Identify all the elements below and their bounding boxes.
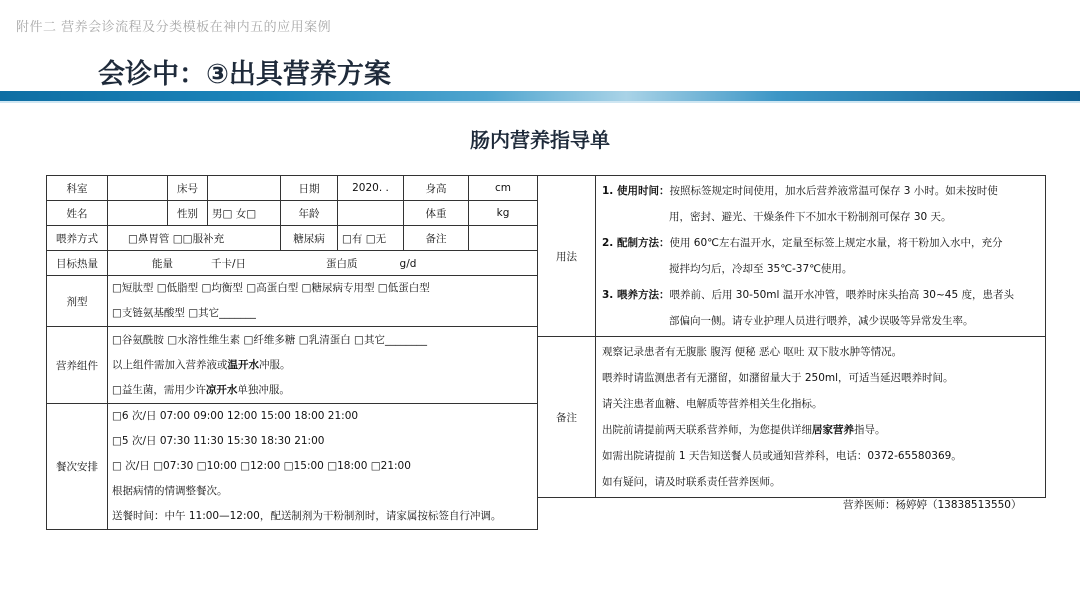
energy-label: 能量	[152, 257, 173, 270]
component-line-1: □谷氨酰胺 □水溶性维生素 □纤维多糖 □乳清蛋白 □其它________	[112, 333, 427, 346]
diabetes-label: 糖尿病	[281, 226, 338, 251]
meal-schedule	[108, 404, 538, 530]
note-line-2: 喂养时请监测患者有无潴留，如潴留量大于 250ml，可适当延迟喂养时间。	[602, 372, 954, 384]
protein-label: 蛋白质	[326, 257, 358, 270]
note-line-6: 如有疑问，请及时联系责任营养医师。	[602, 476, 781, 488]
meal-label: 餐次安排	[47, 404, 108, 530]
usage-line-5: 3. 喂养方法：喂养前、后用 30-50ml 温开水冲管，喂养时床头抬高 30~45 度，患者头	[602, 289, 1014, 301]
usage-line-4: 搅拌均匀后，冷却至 35℃-37℃使用。	[669, 263, 853, 275]
header-band	[0, 91, 1080, 101]
component-line-3: □益生菌，需用少许凉开水单独冲服。	[112, 383, 290, 396]
component-options	[108, 327, 538, 404]
table-row	[47, 276, 538, 327]
bed-value	[208, 176, 281, 201]
name-label: 姓名	[47, 201, 108, 226]
page-title: 会诊中：③出具营养方案	[98, 59, 391, 90]
gd-unit: g/d	[399, 257, 417, 270]
table-row	[47, 251, 538, 276]
meal-line-3: □ 次/日 □07:30 □10:00 □12:00 □15:00 □18:00 □21:00	[112, 460, 411, 472]
form-title: 肠内营养指导单	[470, 128, 610, 152]
form-type-label: 剂型	[47, 276, 108, 327]
meal-line-2: □5 次/日 07:30 11:30 15:30 18:30 21:00	[112, 435, 325, 447]
target-label: 目标热量	[47, 251, 108, 276]
table-row	[47, 404, 538, 530]
target-value	[108, 251, 538, 276]
date-value: 2020. .	[338, 176, 404, 201]
note-line-3: 请关注患者血糖、电解质等营养相关生化指标。	[602, 398, 823, 410]
bed-label: 床号	[168, 176, 208, 201]
name-value	[108, 201, 168, 226]
dept-label: 科室	[47, 176, 108, 201]
feed-mode-label: 喂养方式	[47, 226, 108, 251]
note-line-5: 如需出院请提前 1 天告知送餐人员或通知营养科，电话：0372-65580369。	[602, 450, 962, 462]
age-label: 年龄	[281, 201, 338, 226]
remark-value	[469, 226, 538, 251]
date-label: 日期	[281, 176, 338, 201]
usage-content	[596, 176, 1046, 337]
form-type-options	[108, 276, 538, 327]
notes-label: 备注	[538, 337, 596, 498]
usage-line-1: 1. 使用时间：按照标签规定时间使用，加水后营养液常温可保存 3 小时。如未按时使	[602, 185, 998, 197]
table-row	[538, 337, 1046, 498]
weight-label: 体重	[404, 201, 469, 226]
table-row	[47, 327, 538, 404]
usage-label: 用法	[538, 176, 596, 337]
table-row	[47, 176, 538, 201]
right-form-table	[537, 175, 1046, 498]
home-nutrition-emphasis: 居家营养	[812, 424, 854, 436]
height-label: 身高	[404, 176, 469, 201]
form-type-line-2: □支链氨基酸型 □其它_______	[112, 307, 256, 319]
component-line-2: 以上组件需加入营养液或温开水冲服。	[112, 358, 291, 371]
form-type-line-1: □短肽型 □低脂型 □均衡型 □高蛋白型 □糖尿病专用型 □低蛋白型	[112, 282, 430, 294]
cold-water-emphasis: 凉开水	[205, 383, 238, 396]
meal-line-1: □6 次/日 07:00 09:00 12:00 15:00 18:00 21:00	[112, 410, 359, 422]
diabetes-options: □有 □无	[338, 226, 404, 251]
gender-label: 性别	[168, 201, 208, 226]
warm-water-emphasis: 温开水	[227, 358, 259, 371]
meal-line-5: 送餐时间：中午 11:00—12:00，配送制剂为干粉制剂时，请家属按标签自行冲调。	[112, 510, 502, 522]
weight-unit: kg	[469, 201, 538, 226]
dept-value	[108, 176, 168, 201]
component-label: 营养组件	[47, 327, 108, 404]
gender-options: 男□ 女□	[208, 201, 281, 226]
note-line-1: 观察记录患者有无腹胀 腹泻 便秘 恶心 呕吐 双下肢水肿等情况。	[602, 346, 903, 358]
usage-line-6: 部偏向一侧。请专业护理人员进行喂养，减少误吸等异常发生率。	[669, 315, 974, 327]
usage-line-2: 用，密封、避光、干燥条件下不加水干粉制剂可保存 30 天。	[669, 211, 952, 223]
remark-label: 备注	[404, 226, 469, 251]
height-unit: cm	[469, 176, 538, 201]
meal-line-4: 根据病情的情调整餐次。	[112, 485, 228, 497]
age-value	[338, 201, 404, 226]
header-band-line	[0, 101, 1080, 103]
signature: 营养医师：杨婷婷（13838513550）	[843, 499, 1022, 511]
notes-content	[596, 337, 1046, 498]
feed-mode-options: □鼻胃管 □□服补充	[108, 226, 281, 251]
left-form-table	[46, 175, 538, 530]
top-caption: 附件二 营养会诊流程及分类模板在神内五的应用案例	[16, 20, 332, 35]
table-row	[538, 176, 1046, 337]
table-row	[47, 201, 538, 226]
table-row	[47, 226, 538, 251]
note-line-4: 出院前请提前两天联系营养师，为您提供详细居家营养指导。	[602, 424, 886, 436]
kcal-unit: 千卡/日	[211, 257, 247, 270]
usage-line-3: 2. 配制方法：使用 60℃左右温开水，定量至标签上规定水量，将干粉加入水中，充分	[602, 237, 1003, 249]
